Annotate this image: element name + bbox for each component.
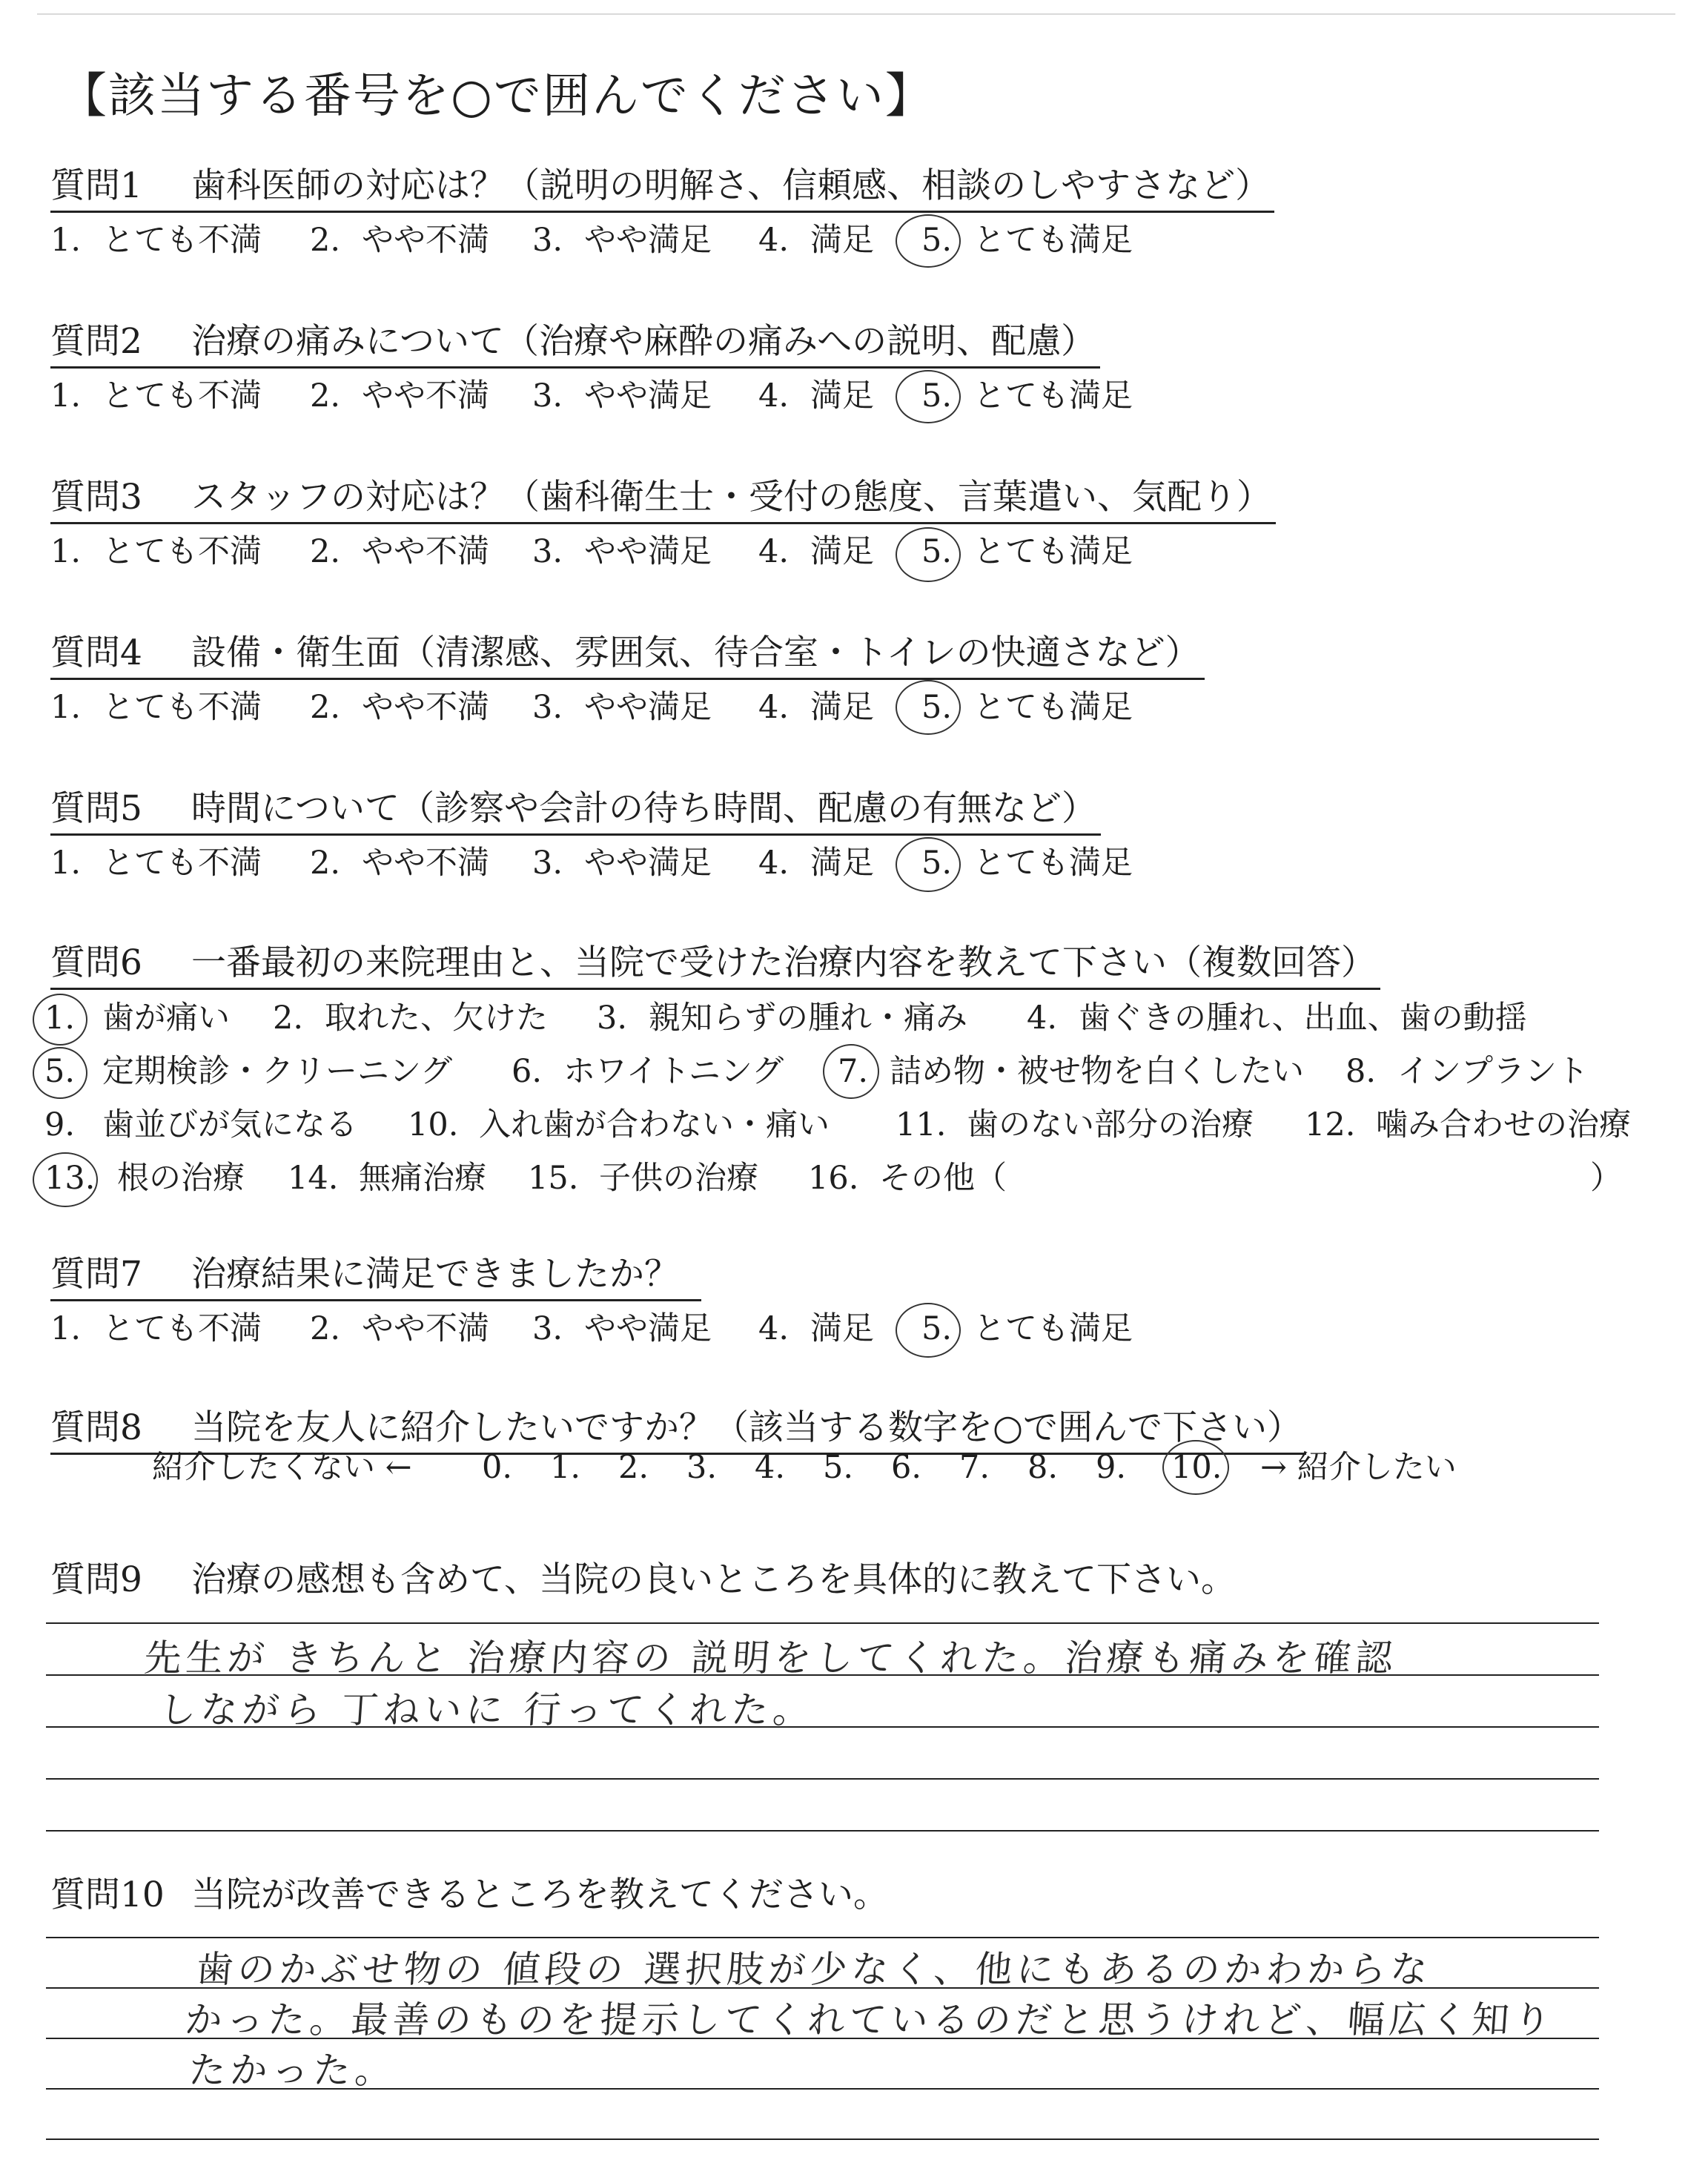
question-number: 質問9 (50, 1559, 142, 1600)
option-10-label: 入れ歯が合わない・痛い (479, 1106, 830, 1143)
option-4-num[interactable]: 4. (758, 222, 790, 259)
scale-2[interactable]: 2. (618, 1449, 649, 1486)
option-4-num[interactable]: 4. (758, 533, 790, 570)
option-5-num[interactable]: 5. (44, 1053, 76, 1090)
option-3-label: やや満足 (584, 377, 712, 415)
option-16-label: その他（ (879, 1160, 1007, 1197)
question-text: 時間について（診察や会計の待ち時間、配慮の有無など） (191, 788, 1097, 829)
option-2-num[interactable]: 2. (310, 845, 341, 882)
question-7-heading (50, 1252, 701, 1301)
selection-circle (896, 1303, 961, 1358)
rating-scale (50, 840, 1133, 886)
option-11-label: 歯のない部分の治療 (967, 1106, 1254, 1143)
scale-0[interactable]: 0. (482, 1449, 513, 1486)
option-5-label: とても満足 (973, 845, 1133, 882)
question-number: 質問3 (50, 477, 142, 518)
scale-9[interactable]: 9. (1096, 1449, 1127, 1486)
question-text: 当院を友人に紹介したいですか？（該当する数字を○で囲んで下さい） (191, 1407, 1302, 1448)
question-9-heading (50, 1557, 1240, 1605)
question-2-heading (50, 319, 1100, 369)
question-number: 質問6 (50, 942, 142, 983)
option-4-num[interactable]: 4. (758, 377, 790, 415)
option-2-label: やや不満 (362, 689, 489, 726)
option-5-num[interactable]: 5. (921, 1310, 953, 1347)
option-2-num[interactable]: 2. (310, 533, 341, 570)
option-13-num[interactable]: 13. (44, 1160, 96, 1197)
option-5-label: 定期検診・クリーニング (102, 1053, 453, 1090)
selection-circle (896, 527, 961, 582)
question-text: 当院が改善できるところを教えてください。 (191, 1875, 888, 1915)
option-2-num[interactable]: 2. (273, 1000, 304, 1037)
scale-1[interactable]: 1. (550, 1449, 581, 1486)
option-13-label: 根の治療 (117, 1160, 245, 1197)
question-6 (50, 940, 1380, 990)
handwritten-answer-line-1: 先生が きちんと 治療内容の 説明をしてくれた。治療も痛みを確認 (142, 1636, 1399, 1680)
rating-scale (50, 1306, 1133, 1352)
option-3-label: やや満足 (584, 222, 712, 259)
option-3-num[interactable]: 3. (532, 377, 563, 415)
option-2-label: やや不満 (362, 845, 489, 882)
handwritten-answer-line-2: しながら 丁ねいに 行ってくれた。 (157, 1688, 816, 1731)
scale-7[interactable]: 7. (959, 1449, 990, 1486)
answer-line (46, 1937, 1599, 1938)
question-text: 治療の感想も含めて、当院の良いところを具体的に教えて下さい。 (191, 1559, 1237, 1600)
handwritten-answer-line-2: かった。最善のものを提示してくれているのだと思うけれど、幅広く知り (183, 1998, 1557, 2041)
option-2-num[interactable]: 2. (310, 377, 341, 415)
scale-5[interactable]: 5. (823, 1449, 854, 1486)
option-3-num[interactable]: 3. (532, 222, 563, 259)
answer-line (46, 2138, 1599, 2140)
option-1-num[interactable]: 1. (44, 1000, 76, 1037)
option-5-label: とても満足 (973, 377, 1133, 415)
question-text: 歯科医師の対応は？（説明の明解さ、信頼感、相談のしやすさなど） (191, 165, 1271, 206)
option-1-num[interactable]: 1. (50, 845, 82, 882)
question-2 (50, 319, 1133, 419)
question-text: 設備・衛生面（清潔感、雰囲気、待合室・トイレの快適さなど） (191, 633, 1200, 673)
question-number: 質問2 (50, 321, 142, 362)
option-16-num[interactable]: 16. (808, 1160, 859, 1197)
option-5-num[interactable]: 5. (921, 845, 953, 882)
option-14-num[interactable]: 14. (288, 1160, 339, 1197)
option-6-num[interactable]: 6. (512, 1053, 543, 1090)
question-1-heading (50, 163, 1274, 213)
option-3-num[interactable]: 3. (597, 1000, 628, 1037)
option-4-label: 満足 (810, 689, 874, 726)
option-1-label: とても不満 (102, 845, 262, 882)
option-1-num[interactable]: 1. (50, 1310, 82, 1347)
handwritten-answer-line-3: たかった。 (187, 2049, 398, 2092)
option-3-num[interactable]: 3. (532, 533, 563, 570)
question-4-heading (50, 630, 1205, 680)
option-5-num[interactable]: 5. (921, 222, 953, 259)
question-10 (50, 1872, 893, 1920)
option-5-num[interactable]: 5. (921, 377, 953, 415)
option-4-label: 満足 (810, 222, 874, 259)
question-7 (50, 1252, 1133, 1352)
option-5-num[interactable]: 5. (921, 689, 953, 726)
scale-4[interactable]: 4. (755, 1449, 786, 1486)
question-text: 治療の痛みについて（治療や麻酔の痛みへの説明、配慮） (191, 321, 1096, 362)
option-3-num[interactable]: 3. (532, 845, 563, 882)
scale-6[interactable]: 6. (891, 1449, 922, 1486)
selection-circle (896, 680, 961, 735)
option-5-label: とても満足 (973, 689, 1133, 726)
option-8-num[interactable]: 8. (1345, 1053, 1377, 1090)
page-title: 【該当する番号を○で囲んでください】 (59, 69, 934, 124)
selection-circle (33, 1152, 98, 1207)
option-16-close: ） (1590, 1160, 1622, 1197)
answer-line (46, 1778, 1599, 1780)
option-2-label: やや不満 (362, 533, 489, 570)
question-9 (50, 1557, 1240, 1605)
option-4-num[interactable]: 4. (758, 689, 790, 726)
option-12-label: 噛み合わせの治療 (1376, 1106, 1631, 1143)
option-8-label: インプラント (1397, 1053, 1589, 1090)
option-4-num[interactable]: 4. (1027, 1000, 1058, 1037)
option-3-num[interactable]: 3. (532, 689, 563, 726)
option-4-label: 満足 (810, 845, 874, 882)
option-1-label: とても不満 (102, 689, 262, 726)
selection-circle (896, 214, 961, 268)
option-5-label: とても満足 (973, 222, 1133, 259)
answer-line (46, 1830, 1599, 1832)
option-15-label: 子供の治療 (599, 1160, 758, 1197)
option-9-label: 歯並びが気になる (102, 1106, 357, 1143)
question-3-heading (50, 475, 1276, 524)
option-6-label: ホワイトニング (563, 1053, 784, 1090)
option-5-label: とても満足 (973, 533, 1133, 570)
option-5-label: とても満足 (973, 1310, 1133, 1347)
option-2-label: やや不満 (362, 377, 489, 415)
option-5-num[interactable]: 5. (921, 533, 953, 570)
question-number: 質問10 (50, 1875, 165, 1915)
question-4 (50, 630, 1205, 730)
option-4-num[interactable]: 4. (758, 1310, 790, 1347)
option-7-label: 詰め物・被せ物を白くしたい (890, 1053, 1304, 1090)
option-14-label: 無痛治療 (359, 1160, 486, 1197)
question-text: スタッフの対応は？（歯科衛生士・受付の態度、言葉遣い、気配り） (191, 477, 1271, 518)
option-1-num[interactable]: 1. (50, 689, 82, 726)
question-number: 質問5 (50, 788, 142, 829)
question-number: 質問4 (50, 633, 142, 673)
option-3-label: 親知らずの腫れ・痛み (649, 1000, 967, 1037)
rating-scale (50, 684, 1205, 730)
option-7-num[interactable]: 7. (838, 1053, 869, 1090)
option-2-label: やや不満 (362, 1310, 489, 1347)
option-1-label: とても不満 (102, 533, 262, 570)
scale-right-label: → 紹介したい (1260, 1449, 1457, 1486)
question-5 (50, 786, 1133, 886)
option-2-num[interactable]: 2. (310, 689, 341, 726)
scale-10[interactable]: 10. (1171, 1449, 1222, 1486)
option-1-num[interactable]: 1. (50, 377, 82, 415)
option-10-num[interactable]: 10. (408, 1106, 459, 1143)
option-3-label: やや満足 (584, 533, 712, 570)
question-5-heading (50, 786, 1101, 836)
option-3-label: やや満足 (584, 689, 712, 726)
scale-8[interactable]: 8. (1027, 1449, 1059, 1486)
option-1-num[interactable]: 1. (50, 222, 82, 259)
rating-scale (50, 529, 1276, 575)
option-1-num[interactable]: 1. (50, 533, 82, 570)
scale-3[interactable]: 3. (686, 1449, 718, 1486)
option-2-num[interactable]: 2. (310, 222, 341, 259)
selection-circle (823, 1044, 879, 1099)
question-number: 質問7 (50, 1254, 142, 1295)
selection-circle (33, 1047, 87, 1099)
scale-left-label: 紹介したくない ← (152, 1449, 412, 1486)
question-6-heading (50, 940, 1380, 990)
option-1-label: とても不満 (102, 1310, 262, 1347)
option-3-num[interactable]: 3. (532, 1310, 563, 1347)
option-15-num[interactable]: 15. (528, 1160, 579, 1197)
question-text: 一番最初の来院理由と、当院で受けた治療内容を教えて下さい（複数回答） (191, 942, 1376, 983)
option-4-label: 満足 (810, 1310, 874, 1347)
handwritten-answer-line-1: 歯のかぶせ物の 値段の 選択肢が少なく、他にもあるのかわからな (194, 1948, 1434, 1991)
question-10-heading (50, 1872, 893, 1920)
question-number: 質問8 (50, 1407, 142, 1448)
question-8-heading (50, 1405, 1306, 1455)
question-3 (50, 475, 1276, 575)
question-number: 質問1 (50, 165, 142, 206)
option-3-label: やや満足 (584, 845, 712, 882)
option-2-num[interactable]: 2. (310, 1310, 341, 1347)
option-3-label: やや満足 (584, 1310, 712, 1347)
answer-line (46, 1622, 1599, 1624)
top-rule (37, 13, 1675, 15)
rating-scale (50, 373, 1133, 419)
option-2-label: 取れた、欠けた (325, 1000, 548, 1037)
question-8 (50, 1405, 1306, 1455)
option-1-label: とても不満 (102, 377, 262, 415)
selection-circle (896, 370, 961, 423)
option-1-label: 歯が痛い (102, 1000, 230, 1037)
option-4-label: 満足 (810, 377, 874, 415)
option-1-label: とても不満 (102, 222, 262, 259)
option-12-num[interactable]: 12. (1305, 1106, 1356, 1143)
option-4-label: 歯ぐきの腫れ、出血、歯の動揺 (1079, 1000, 1527, 1037)
selection-circle (33, 994, 87, 1046)
option-4-label: 満足 (810, 533, 874, 570)
question-text: 治療結果に満足できましたか？ (191, 1254, 679, 1295)
question-6-options (44, 995, 1690, 1218)
selection-circle (896, 837, 961, 892)
question-1 (50, 163, 1274, 263)
option-2-label: やや不満 (362, 222, 489, 259)
option-11-num[interactable]: 11. (896, 1106, 947, 1143)
rating-scale (50, 217, 1274, 263)
option-9-num[interactable]: 9. (44, 1106, 76, 1143)
option-4-num[interactable]: 4. (758, 845, 790, 882)
